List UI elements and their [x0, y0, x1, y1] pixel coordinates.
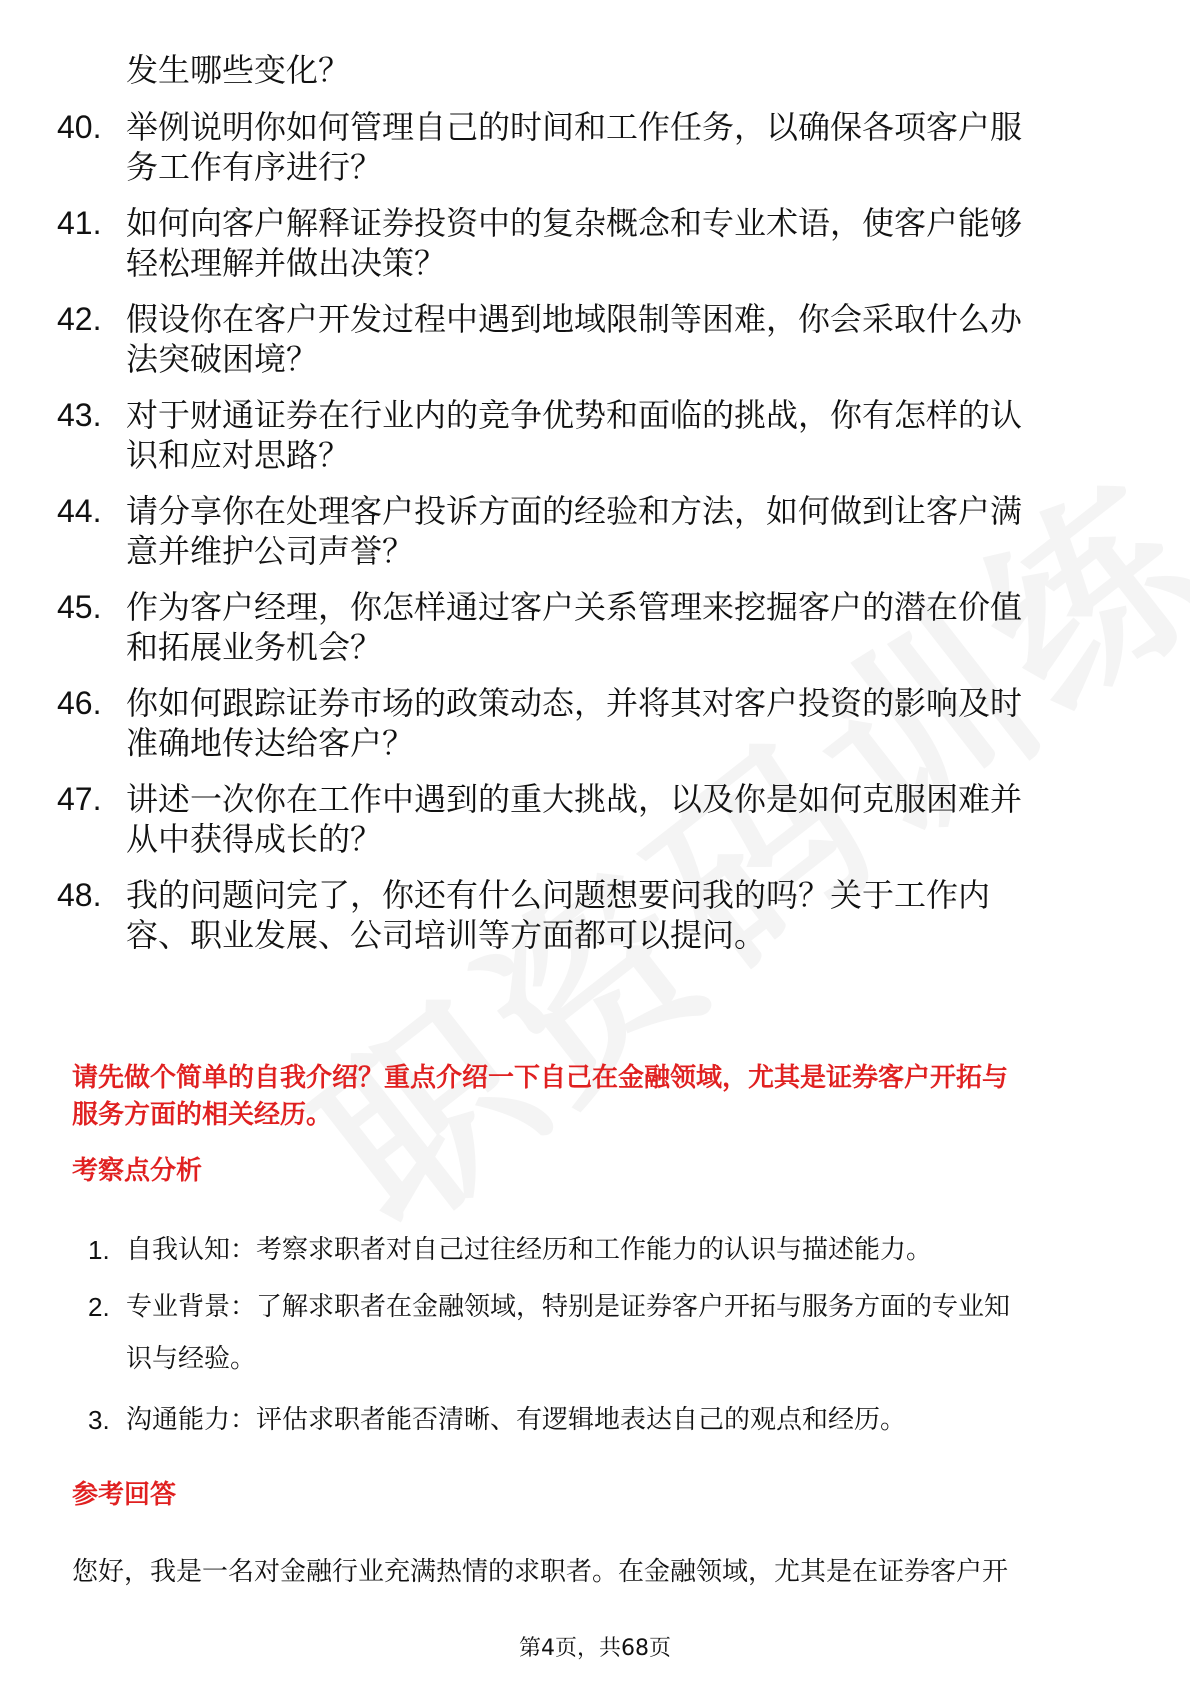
question-line: 法突破困境？ — [126, 340, 319, 378]
question-line: 意并维护公司声誉？ — [126, 532, 415, 570]
question-line: 容、职业发展、公司培训等方面都可以提问。 — [126, 916, 767, 954]
analysis-item-number: 1. — [88, 1235, 110, 1265]
question-line: 讲述一次你在工作中遇到的重大挑战，以及你是如何克服困难并 — [126, 780, 1023, 818]
question-number: 43. — [57, 397, 102, 433]
analysis-item-number: 2. — [88, 1292, 110, 1322]
question-line: 发生哪些变化？ — [126, 51, 351, 89]
analysis-item-number: 3. — [88, 1405, 110, 1435]
question-line: 你如何跟踪证券市场的政策动态，并将其对客户投资的影响及时 — [126, 684, 1023, 722]
question-text — [126, 299, 1126, 379]
analysis-item-text — [126, 1394, 1126, 1446]
question-line: 准确地传达给客户？ — [126, 724, 415, 762]
featured-question — [72, 1060, 1132, 1134]
question-text — [126, 107, 1126, 187]
analysis-line: 自我认知：考察求职者对自己过往经历和工作能力的认识与描述能力。 — [126, 1235, 933, 1265]
question-number: 45. — [57, 589, 102, 625]
question-line: 识和应对思路？ — [126, 436, 351, 474]
question-text — [126, 491, 1126, 571]
page-footer: 第4页，共68页 — [519, 1636, 671, 1661]
analysis-line: 专业背景：了解求职者在金融领域，特别是证券客户开拓与服务方面的专业知 — [126, 1292, 1011, 1322]
question-text — [126, 779, 1126, 859]
question-number: 40. — [57, 109, 102, 145]
question-line: 我的问题问完了，你还有什么问题想要问我的吗？关于工作内 — [126, 876, 991, 914]
question-line: 请分享你在处理客户投诉方面的经验和方法，如何做到让客户满 — [126, 492, 1023, 530]
reference-heading: 参考回答 — [72, 1480, 177, 1510]
question-text — [126, 587, 1126, 667]
analysis-line: 沟通能力：评估求职者能否清晰、有逻辑地表达自己的观点和经历。 — [126, 1405, 907, 1435]
analysis-heading: 考察点分析 — [72, 1156, 203, 1186]
analysis-item-text — [126, 1224, 1126, 1276]
question-number: 47. — [57, 781, 102, 817]
question-line: 举例说明你如何管理自己的时间和工作任务，以确保各项客户服 — [126, 108, 1023, 146]
question-text — [126, 875, 1126, 955]
question-number: 44. — [57, 493, 102, 529]
question-number: 41. — [57, 205, 102, 241]
question-text — [126, 203, 1126, 283]
question-number: 48. — [57, 877, 102, 913]
question-line: 和拓展业务机会？ — [126, 628, 383, 666]
featured-question-line: 请先做个简单的自我介绍？重点介绍一下自己在金融领域，尤其是证券客户开拓与 — [72, 1063, 1009, 1093]
question-number: 46. — [57, 685, 102, 721]
featured-question-line: 服务方面的相关经历。 — [72, 1100, 333, 1130]
question-line: 作为客户经理，你怎样通过客户关系管理来挖掘客户的潜在价值 — [126, 588, 1023, 626]
question-number: 42. — [57, 301, 102, 337]
question-line: 轻松理解并做出决策？ — [126, 244, 447, 282]
question-text — [126, 683, 1126, 763]
question-line: 如何向客户解释证券投资中的复杂概念和专业术语，使客户能够 — [126, 204, 1023, 242]
analysis-line: 识与经验。 — [126, 1344, 257, 1374]
question-line: 对于财通证券在行业内的竞争优势和面临的挑战，你有怎样的认 — [126, 396, 1023, 434]
reference-answer-text: 您好，我是一名对金融行业充满热情的求职者。在金融领域，尤其是在证券客户开 — [72, 1557, 1009, 1587]
question-line: 从中获得成长的？ — [126, 820, 383, 858]
question-line: 务工作有序进行？ — [126, 148, 383, 186]
question-text — [126, 395, 1126, 475]
question-line: 假设你在客户开发过程中遇到地域限制等困难，你会采取什么办 — [126, 300, 1023, 338]
analysis-item-text — [126, 1281, 1126, 1385]
question-text — [126, 50, 1126, 90]
